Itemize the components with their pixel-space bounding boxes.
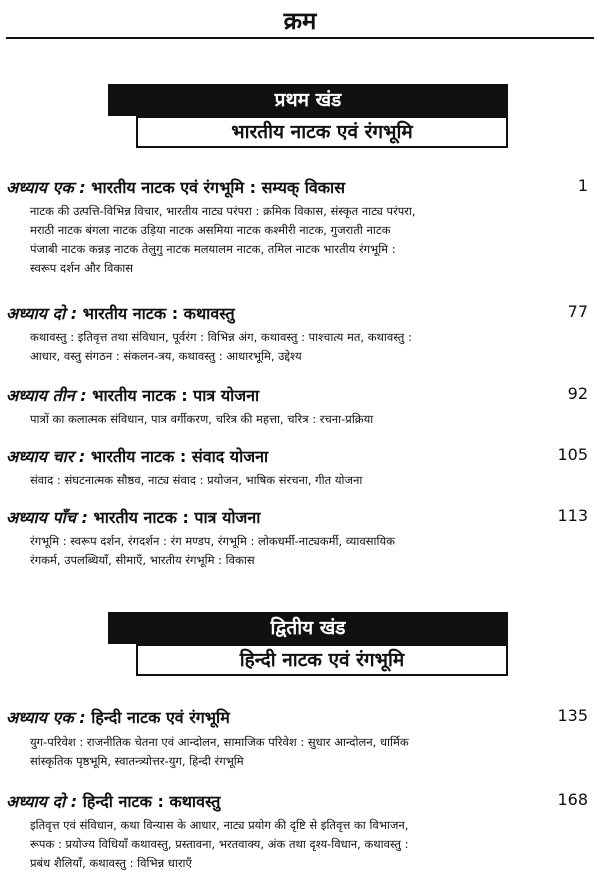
chapter-description	[30, 816, 586, 873]
chapter-description	[30, 733, 586, 771]
chapter-title: भारतीय नाटक : पात्र योजना	[93, 508, 261, 527]
section-subheading: हिन्दी नाटक एवं रंगभूमि	[136, 644, 508, 676]
chapter-label: अध्याय एक :	[6, 178, 86, 197]
description-line: सांस्कृतिक पृष्ठभूमि, स्वातन्त्र्योत्तर-युग, हिन्दी रंगभूमि	[30, 754, 244, 768]
chapter-entry[interactable]	[6, 176, 594, 198]
description-line: रंगकर्म, उपलब्धियाँ, सीमाएँ, भारतीय रंगभूमि : विकास	[30, 553, 255, 567]
description-line: रंगभूमि : स्वरूप दर्शन, रंगदर्शन : रंग मण्डप, रंगभूमि : लोकधर्मी-नाट्यकर्मी, व्यावसायिक	[30, 534, 395, 548]
description-line: पंजाबी नाटक कन्नड़ नाटक तेलुगु नाटक मलयालम नाटक, तमिल नाटक भारतीय रंगभूमि :	[30, 242, 396, 256]
description-line: युग-परिवेश : राजनीतिक चेतना एवं आन्दोलन, सामाजिक परिवेश : सुधार आन्दोलन, धार्मिक	[30, 735, 409, 749]
description-line: आधार, वस्तु संगठन : संकलन-त्रय, कथावस्तु : आधारभूमि, उद्देश्य	[30, 349, 302, 363]
chapter-entry[interactable]	[6, 706, 594, 728]
chapter-label: अध्याय एक :	[6, 708, 86, 727]
chapter-label: अध्याय पाँच :	[6, 508, 88, 527]
chapter-title: हिन्दी नाटक : कथावस्तु	[82, 792, 221, 811]
chapter-page: 105	[557, 445, 588, 464]
chapter-description	[30, 202, 586, 278]
section-heading: द्वितीय खंड	[108, 612, 508, 644]
chapter-page: 168	[557, 790, 588, 809]
chapter-title: हिन्दी नाटक एवं रंगभूमि	[91, 708, 230, 727]
chapter-page: 113	[557, 506, 588, 525]
chapter-label: अध्याय तीन :	[6, 386, 87, 405]
chapter-description	[30, 410, 586, 429]
section-1-header	[108, 84, 508, 148]
chapter-entry[interactable]	[6, 302, 594, 324]
chapter-entry[interactable]	[6, 384, 594, 406]
chapter-page: 135	[557, 706, 588, 725]
chapter-page: 77	[567, 302, 588, 321]
chapter-description	[30, 328, 586, 366]
chapter-entry[interactable]	[6, 790, 594, 812]
description-line: स्वरूप दर्शन और विकास	[30, 261, 134, 275]
description-line: प्रबंध शैलियाँ, कथावस्तु : विभिन्न धाराएँ	[30, 856, 192, 870]
description-line: इतिवृत्त एवं संविधान, कथा विन्यास के आधार, नाट्य प्रयोग की दृष्टि से इतिवृत्त का विभाजन,	[30, 818, 409, 832]
chapter-entry[interactable]	[6, 445, 594, 467]
chapter-title: भारतीय नाटक : पात्र योजना	[92, 386, 260, 405]
description-line: कथावस्तु : इतिवृत्त तथा संविधान, पूर्वरंग : विभिन्न अंग, कथावस्तु : पाश्चात्य मत, कथावस्तु :	[30, 330, 412, 344]
chapter-entry[interactable]	[6, 506, 594, 528]
chapter-title: भारतीय नाटक : कथावस्तु	[82, 304, 235, 323]
chapter-page: 1	[577, 176, 588, 195]
section-subheading: भारतीय नाटक एवं रंगभूमि	[136, 116, 508, 148]
description-line: रूपक : प्रयोज्य विधियाँ कथावस्तु, प्रस्तावना, भरतवाक्य, अंक तथा दृश्य-विधान, कथावस्तु :	[30, 837, 409, 851]
chapter-label: अध्याय चार :	[6, 447, 86, 466]
chapter-title: भारतीय नाटक एवं रंगभूमि : सम्यक् विकास	[91, 178, 346, 197]
description-line: नाटक की उत्पत्ति-विभिन्न विचार, भारतीय नाट्य परंपरा : क्रमिक विकास, संस्कृत नाट्य परंपरा,	[30, 204, 416, 218]
description-line: मराठी नाटक बंगला नाटक उड़िया नाटक असमिया नाटक कश्मीरी नाटक, गुजराती नाटक	[30, 223, 391, 237]
section-2-header	[108, 612, 508, 676]
chapter-label: अध्याय दो :	[6, 304, 78, 323]
description-line: पात्रों का कलात्मक संविधान, पात्र वर्गीकरण, चरित्र की महत्ता, चरित्र : रचना-प्रक्रिया	[30, 412, 374, 426]
description-line: संवाद : संघटनात्मक सौष्ठव, नाट्य संवाद : प्रयोजन, भाषिक संरचना, गीत योजना	[30, 473, 363, 487]
page-title: क्रम	[283, 7, 317, 35]
chapter-description	[30, 532, 586, 570]
chapter-label: अध्याय दो :	[6, 792, 78, 811]
chapter-description	[30, 471, 586, 490]
section-heading: प्रथम खंड	[108, 84, 508, 116]
chapter-page: 92	[567, 384, 588, 403]
chapter-title: भारतीय नाटक : संवाद योजना	[90, 447, 269, 466]
title-rule	[6, 37, 594, 39]
